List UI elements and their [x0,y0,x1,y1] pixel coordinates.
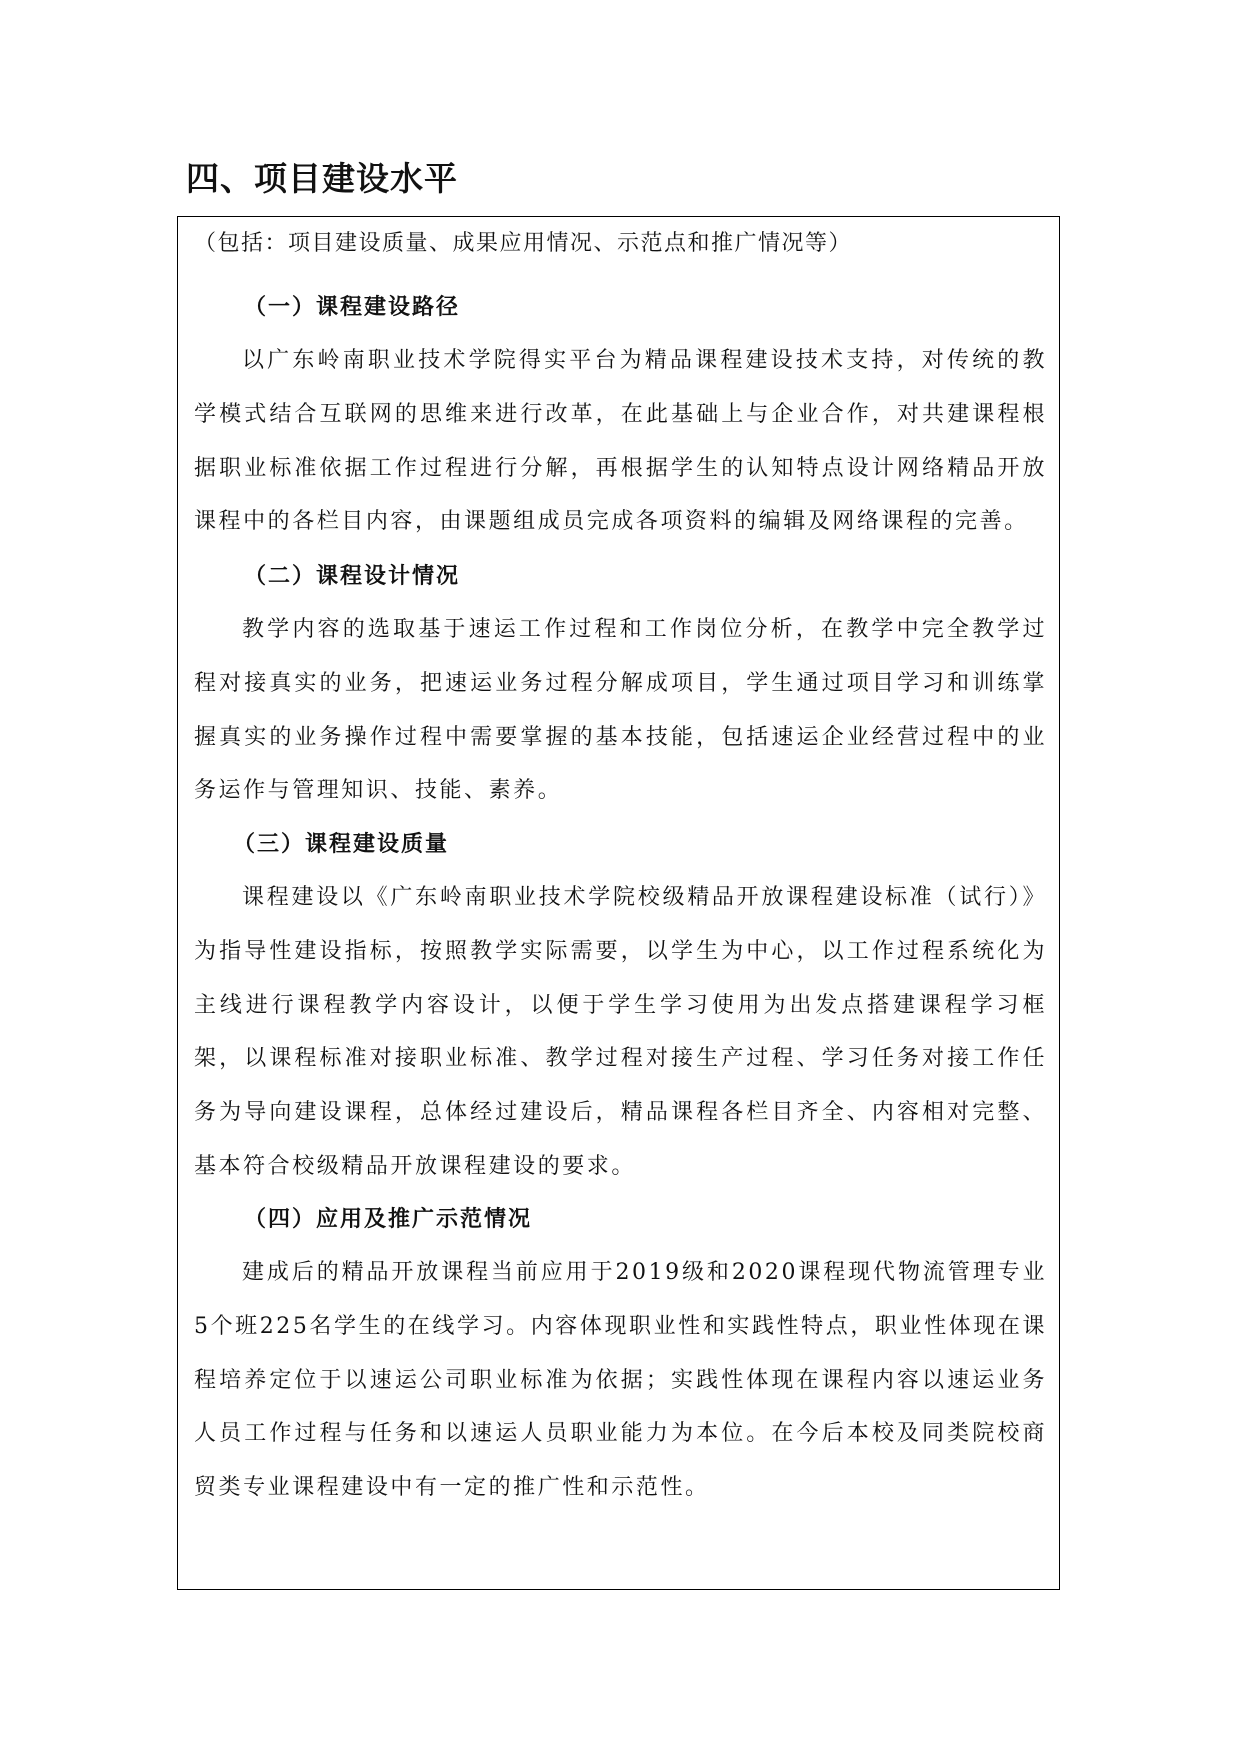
content-box [177,216,1060,1590]
section-body-4: 建成后的精品开放课程当前应用于2019级和2020课程现代物流管理专业5个班225名学生的在线学习。内容体现职业性和实践性特点，职业性体现在课程培养定位于以速运公司职业标准为依据；实践性体现在课程内容以速运业务人员工作过程与任务和以速运人员职业能力为本位。在今后本校及同类院校商贸类专业课程建设中有一定的推广性和示范性。 [194,1260,1047,1501]
section-heading-4: （四）应用及推广示范情况 [244,1206,533,1232]
section-heading-2: （二）课程设计情况 [244,563,461,589]
intro-note: （包括：项目建设质量、成果应用情况、示范点和推广情况等） [194,231,853,256]
section-heading-3: （三）课程建设质量 [233,831,450,857]
section-body-3: 课程建设以《广东岭南职业技术学院校级精品开放课程建设标准（试行）》为指导性建设指标，按照教学实际需要，以学生为中心，以工作过程系统化为主线进行课程教学内容设计，以便于学生学习使用为出发点搭建课程学习框架，以课程标准对接职业标准、教学过程对接生产过程、学习任务对接工作任务为导向建设课程，总体经过建设后，精品课程各栏目齐全、内容相对完整、基本符合校级精品开放课程建设的要求。 [194,885,1047,1179]
section-body-2: 教学内容的选取基于速运工作过程和工作岗位分析，在教学中完全教学过程对接真实的业务，把速运业务过程分解成项目，学生通过项目学习和训练掌握真实的业务操作过程中需要掌握的基本技能，包括速运企业经营过程中的业务运作与管理知识、技能、素养。 [194,617,1047,804]
page-title: 四、项目建设水平 [186,159,458,198]
section-heading-1: （一）课程建设路径 [244,294,461,320]
section-body-1: 以广东岭南职业技术学院得实平台为精品课程建设技术支持，对传统的教学模式结合互联网的思维来进行改革，在此基础上与企业合作，对共建课程根据职业标准依据工作过程进行分解，再根据学生的认知特点设计网络精品开放课程中的各栏目内容，由课题组成员完成各项资料的编辑及网络课程的完善。 [194,348,1047,535]
